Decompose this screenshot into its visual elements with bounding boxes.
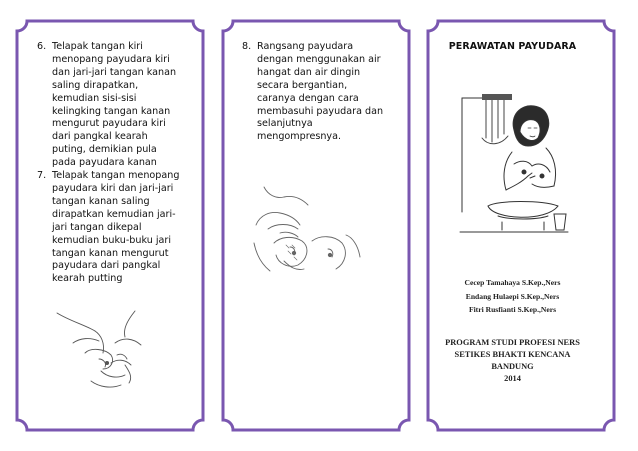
city-name: BANDUNG [491, 362, 534, 371]
panel-1-steps [37, 41, 197, 286]
step-line: pada payudara kanan [52, 157, 157, 169]
step-line: payudara dari pangkal [52, 260, 161, 272]
step-line: mengompresnya. [257, 131, 342, 143]
step-8 [242, 41, 402, 144]
step-line: mengurut payudara kiri [52, 118, 166, 130]
step-line: caranya dengan cara [257, 92, 359, 104]
breast-compress-sketch-icon [250, 185, 362, 285]
step-line: kelingking tangan kanan [52, 105, 171, 117]
institution-name: SETIKES BHAKTI KENCANA [454, 350, 571, 359]
step-number: 7. [37, 170, 47, 182]
step-line: menopang payudara kiri [52, 53, 170, 65]
step-line: saling dirapatkan, [52, 79, 139, 91]
author-name: Fitri Rusfianti S.Kep.,Ners [468, 305, 557, 314]
step-line: dirapatkan kemudian jari- [52, 208, 176, 220]
program-name: PROGRAM STUDI PROFESI NERS [445, 338, 580, 347]
step-line: jari tangan dikepal [52, 221, 142, 233]
step-line: membasuhi payudara dan [257, 105, 384, 117]
step-line: hangat dan air dingin [257, 66, 361, 78]
brochure-title: PERAWATAN PAYUDARA [448, 41, 577, 52]
author-name: Cecep Tamahaya S.Kep.,Ners [464, 278, 561, 287]
step-line: puting, demikian pula [52, 144, 157, 156]
step-line: Telapak tangan kiri [52, 41, 143, 52]
step-line: secara bergantian, [257, 79, 348, 91]
step-line: dari pangkal kearah [52, 131, 148, 143]
woman-washing-breast-icon [458, 90, 570, 240]
step-line: tangan kanan mengurut [52, 247, 169, 259]
step-line: kemudian sisi-sisi [52, 92, 137, 104]
breast-massage-sketch-icon [55, 303, 165, 395]
step-7 [37, 170, 197, 286]
step-number: 6. [37, 41, 47, 52]
step-line: dan jari-jari tangan kanan [52, 66, 177, 78]
panel-2-text [242, 41, 402, 144]
step-6 [37, 41, 197, 170]
program-info [425, 337, 600, 385]
step-line: Telapak tangan menopang [52, 170, 180, 182]
step-line: kemudian buku-buku jari [52, 234, 171, 246]
panel-1-text [37, 41, 197, 286]
step-line: kearah putting [52, 273, 123, 285]
author-name: Endang Hulaepi S.Kep.,Ners [465, 291, 560, 301]
author-list [430, 276, 595, 317]
step-line: dengan menggunakan air [257, 53, 381, 65]
step-line: selanjutnya [257, 118, 313, 130]
step-number: 8. [242, 41, 252, 52]
step-line: payudara kiri dan jari-jari [52, 182, 174, 194]
step-line: Rangsang payudara [257, 41, 354, 52]
panel-2-steps [242, 41, 402, 144]
year: 2014 [504, 374, 521, 383]
step-line: tangan kanan saling [52, 195, 150, 207]
